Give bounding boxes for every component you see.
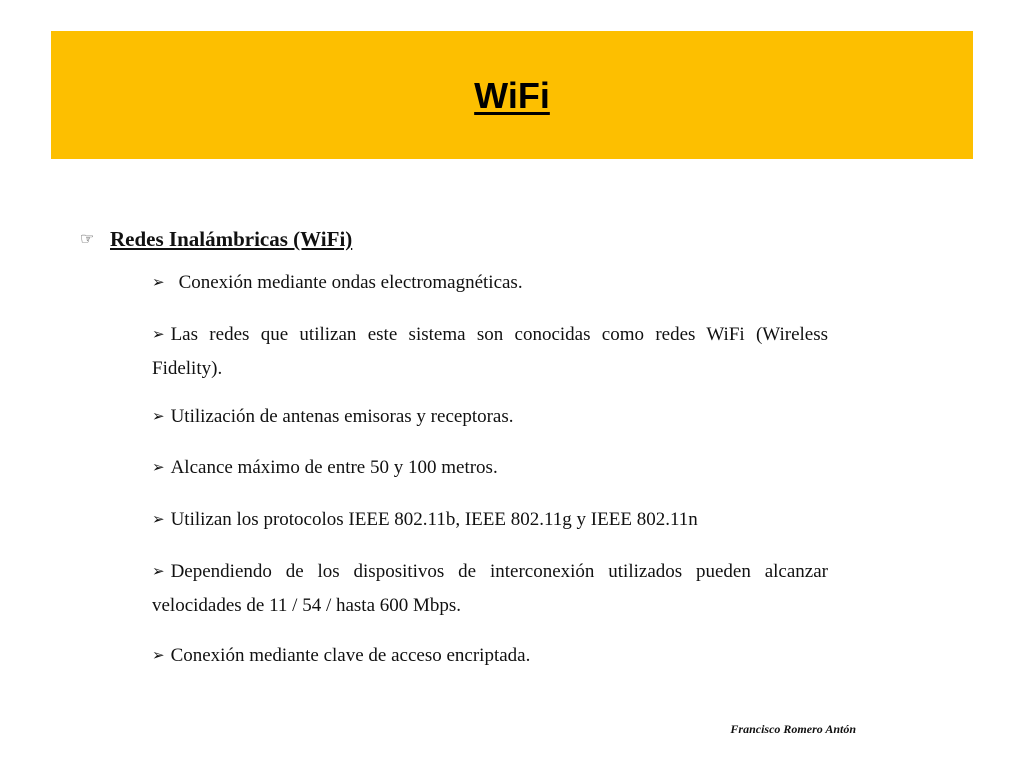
arrow-bullet-icon: ➢ (152, 512, 165, 528)
arrow-bullet-icon: ➢ (152, 564, 165, 580)
bullet-text: Conexión mediante ondas electromagnéticas. (178, 272, 523, 293)
bullet-text: Utilizan los protocolos IEEE 802.11b, IEEE 802.11g y IEEE 802.11n (170, 509, 698, 530)
bullet-item (152, 451, 828, 485)
arrow-bullet-icon: ➢ (152, 648, 165, 664)
bullet-text: Dependiendo de los dispositivos de interconexión utilizados pueden alcanzar velocidades de 11 / 54 / hasta 600 Mbps. (152, 561, 828, 616)
bullet-item (152, 639, 828, 673)
section-heading: Redes Inalámbricas (WiFi) (110, 227, 353, 251)
slide-title: WiFi (474, 75, 550, 116)
arrow-bullet-icon: ➢ (152, 275, 165, 291)
bullet-item (152, 555, 828, 622)
bullet-text: Alcance máximo de entre 50 y 100 metros. (170, 457, 498, 478)
arrow-bullet-icon: ➢ (152, 327, 165, 343)
bullet-text: Utilización de antenas emisoras y receptoras. (170, 406, 514, 427)
bullet-item (152, 318, 828, 385)
bullet-text: Conexión mediante clave de acceso encriptada. (170, 645, 531, 666)
author-credit: Francisco Romero Antón (730, 722, 856, 736)
bullet-item (152, 266, 828, 300)
bullet-item (152, 400, 828, 434)
bullet-item (152, 503, 828, 537)
pointing-hand-icon: ☞ (80, 231, 95, 248)
arrow-bullet-icon: ➢ (152, 409, 165, 425)
arrow-bullet-icon: ➢ (152, 460, 165, 476)
section-heading-row (80, 225, 352, 254)
bullet-text: Las redes que utilizan este sistema son conocidas como redes WiFi (Wireless Fidelity). (152, 324, 828, 379)
